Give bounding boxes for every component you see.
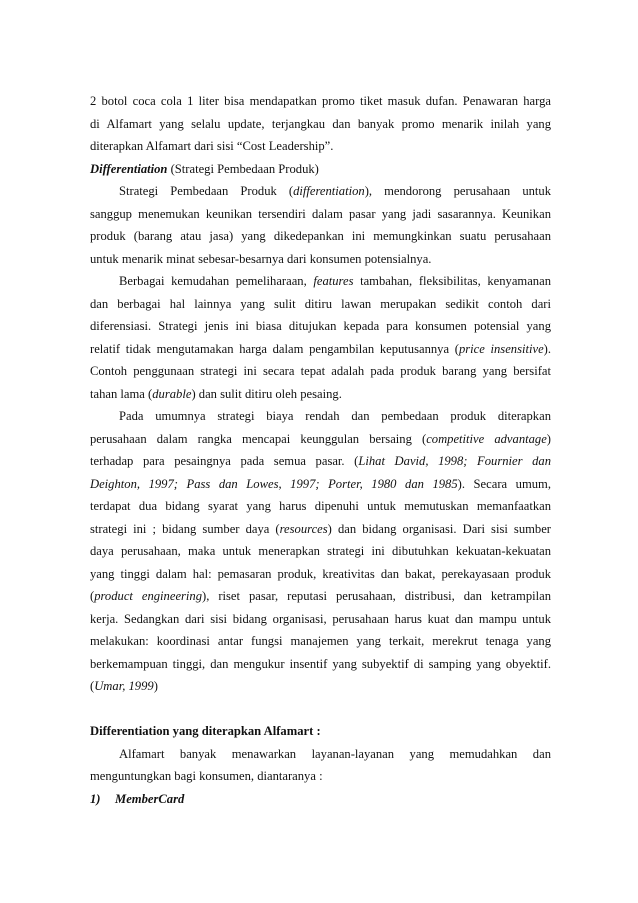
paragraph-line: diterapkan Alfamart dari sisi “Cost Leadership”. (90, 139, 334, 153)
paragraph-line (90, 675, 551, 698)
italic-term: product engineering (94, 589, 203, 603)
paragraph-line (90, 338, 551, 361)
paragraph-line (90, 518, 551, 541)
text-run: relatif tidak mengutamakan harga dalam pengambilan keputusannya ( (90, 341, 459, 356)
paragraph-line (90, 270, 551, 293)
section-heading-alfamart: Differentiation yang diterapkan Alfamart : (90, 724, 321, 738)
text-run: ). Secara umum, (457, 476, 551, 491)
paragraph-line (90, 473, 551, 496)
italic-term: competitive advantage (426, 431, 547, 446)
citation: Deighton, 1997; Pass dan Lowes, 1997; Porter, 1980 dan 1985 (90, 476, 458, 491)
paragraph-line: untuk menarik minat sebesar-besarnya dari konsumen potensialnya. (90, 251, 432, 266)
paragraph-line: Contoh penggunaan strategi ini secara tepat adalah pada produk barang yang bersifat (90, 364, 551, 378)
text-run: perusahaan dalam rangka mencapai keunggulan bersaing ( (90, 431, 427, 446)
text-run: ) (153, 679, 158, 693)
text-run: terhadap para pesaingnya pada semua pasar. ( (90, 454, 359, 468)
text-run: tambahan, fleksibilitas, kenyamanan (353, 274, 551, 288)
text-run: tahan lama ( (90, 386, 153, 401)
list-number: 1) (90, 791, 101, 806)
text-run: strategi ini ; bidang sumber daya ( (90, 521, 280, 536)
text-run: Strategi Pembedaan Produk ( (119, 184, 294, 198)
paragraph-line: berkemampuan tinggi, dan mengukur insentif yang subyektif di samping yang obyektif. (90, 656, 551, 671)
list-item-label: MemberCard (115, 791, 185, 806)
text-run: ( (90, 589, 95, 603)
text-run: ) dan bidang organisasi. Dari sisi sumber (327, 521, 551, 536)
paragraph-line (90, 450, 551, 473)
italic-term: features (313, 274, 354, 288)
paragraph-line (90, 428, 551, 451)
blank-line (90, 698, 551, 721)
heading-subtitle: (Strategi Pembedaan Produk) (167, 161, 319, 176)
text-run: ( (90, 679, 95, 693)
paragraph-line: diferensiasi. Strategi jenis ini biasa ditujukan kepada para konsumen potensial yang (90, 319, 551, 333)
paragraph-line (90, 180, 551, 203)
paragraph-line (90, 383, 551, 406)
italic-term: resources (279, 521, 328, 536)
paragraph-line: produk (barang atau jasa) yang dikedepankan ini memungkinkan suatu perusahaan (90, 229, 551, 243)
italic-term: differentiation (293, 184, 365, 198)
paragraph-line: yang tinggi dalam hal: pemasaran produk, kreativitas dan bakat, perekayasaan produk (90, 566, 551, 581)
paragraph-line: sanggup menemukan keunikan tersendiri dalam pasar yang jadi sasarannya. Keunikan (90, 206, 551, 221)
text-run: ) (546, 431, 551, 446)
text-run: Berbagai kemudahan pemeliharaan, (119, 274, 314, 288)
text-run: ). (543, 341, 551, 356)
paragraph-line (90, 585, 551, 608)
paragraph-line: dan berbagai hal lainnya yang sulit ditiru lawan merupakan sedikit contoh dari (90, 296, 551, 311)
text-run: ), mendorong perusahaan untuk (364, 184, 551, 198)
italic-term: durable (152, 386, 192, 401)
paragraph-line: Pada umumnya strategi biaya rendah dan pembedaan produk diterapkan (119, 409, 551, 423)
text-run: ), riset pasar, reputasi perusahaan, distribusi, dan ketrampilan (202, 589, 551, 603)
paragraph-line: melakukan: koordinasi antar fungsi manajemen yang terkait, merekrut tenaga yang (90, 634, 551, 648)
text-run: ) dan sulit ditiru oleh pesaing. (191, 386, 342, 401)
citation: Lihat David, 1998; Fournier dan (358, 454, 551, 468)
paragraph-line: Alfamart banyak menawarkan layanan-layanan yang memudahkan dan (119, 746, 551, 761)
paragraph-line: terdapat dua bidang syarat yang harus dipenuhi untuk memutuskan memanfaatkan (90, 499, 551, 513)
paragraph-line: kerja. Sedangkan dari sisi bidang organisasi, perusahaan harus kuat dan mampu untuk (90, 611, 551, 626)
paragraph-line: di Alfamart yang selalu update, terjangkau dan banyak promo menarik inilah yang (90, 116, 551, 131)
heading-term: Differentiation (90, 161, 168, 176)
paragraph-line: 2 botol coca cola 1 liter bisa mendapatkan promo tiket masuk dufan. Penawaran harga (90, 94, 551, 108)
section-heading-differentiation (90, 158, 551, 181)
paragraph-line: daya perusahaan, maka untuk menerapkan strategi ini dibutuhkan kekuatan-kekuatan (90, 544, 551, 558)
citation: Umar, 1999 (94, 679, 154, 693)
list-item-membercard (90, 788, 551, 811)
italic-term: price insensitive (458, 341, 544, 356)
paragraph-line: menguntungkan bagi konsumen, diantaranya : (90, 769, 323, 783)
